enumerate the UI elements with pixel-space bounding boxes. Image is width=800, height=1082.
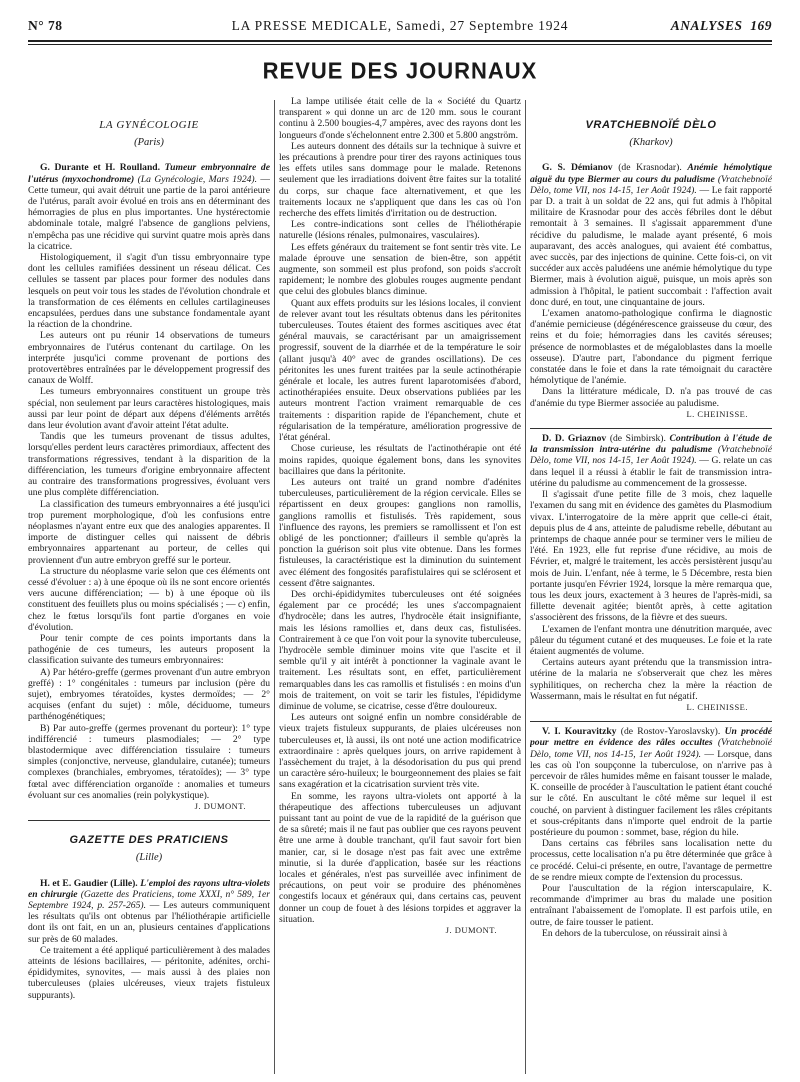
paragraph: Les tumeurs embryonnaires constituent un groupe très spécial, non seulement par leurs caractères histologiques, mais aussi par leur point de départ aux dépens d'éléments arrêtés dans leur évolution avant d'avoir atteint l'état adulte. xyxy=(28,386,270,432)
paragraph: Histologiquement, il s'agit d'un tissu embryonnaire type dont les cellules ramifiées dessinent un réseau délicat. Ces cellules se tassent par places pour former des nodules dans lesquels on peut voir tous les stades de l'évolution chondrale et la transformation de ces éléments en cellules cartilagineuses encapsulées, perdues dans une substance fondamentale ayant la réaction de la chondrine. xyxy=(28,252,270,331)
article-lead xyxy=(530,433,772,489)
page-number: 169 xyxy=(750,18,772,33)
article-place: (de Rostov-Yaroslavsky). xyxy=(620,726,721,738)
column-2 xyxy=(279,96,521,1076)
page-header xyxy=(28,18,772,40)
article-source: (Vratchebnoïé Dèlo, tome VII, nos 14-15, 1er Août 1924). xyxy=(530,444,772,467)
paragraph: A) Par hétéro-greffe (germes provenant d'un autre embryon greffé) : 1° congénitales : tumeurs par inclusion (père du sujet), embryomes tératoïdes, kystes dermoïdes; — 2° acquises (enfant du sujet) : môle, déciduome, tumeurs parthénogénétiques; xyxy=(28,666,270,723)
paragraph: Les effets généraux du traitement se font sentir très vite. Le malade éprouve une sensation de bien-être, son appétit augmente, son sommeil est plus profond, son poids s'accroît rapidement; le nombre des globules rouges augmente pendant que celui des globules blancs diminue. xyxy=(279,241,521,298)
article-title: Contribution à l'étude de la transmission intra-utérine du paludisme xyxy=(530,433,772,456)
article-text: — Cette tumeur, qui avait détruit une partie de la paroi antérieure de l'utérus, paraît avoir évolué en trois ans en déterminant des hémorragies de plus en plus importantes. Une hystérectomie abdominale totale, malgré l'absence de ganglions pelviens, n'empêcha pas une récidive qui survint quatre mois après dans la cicatrice. xyxy=(28,173,270,252)
paragraph: Pour tenir compte de ces points importants dans la pathogénie de ces tumeurs, les auteurs proposent la classification suivante des tumeurs embryonnaires: xyxy=(28,632,270,667)
page-title: REVUE DES JOURNAUX xyxy=(262,57,538,84)
paragraph: La structure du néoplasme varie selon que ces éléments ont cessé d'évoluer : a) à une époque où ils ne sont encore orientés vers aucune différenciation; — b) à une époque où ils constituent des feuillets plus ou moins spécialisés ; — c) enfin, chez le fœtus lorsqu'ils font partie d'organes en voie d'évolution. xyxy=(28,565,270,633)
section-title: VRATCHEBNOÏÉ DÈLO xyxy=(585,119,717,131)
paragraph: Ce traitement a été appliqué particulièrement à des malades atteints de lésions bacillaires, — péritonite, adénites, orchi-épididymites, synovites, — mais aussi à des plaies non tuberculeuses (plaies ulcéreuses, vieux trajets fistuleux suppurants). xyxy=(28,944,270,1001)
article-text: — Lorsque, dans les cas où l'on soupçonne la tuberculose, on n'arrive pas à percevoir de râles humides même en faisant tousser le malade, K. conseille de procéder à l'auscultation le patient étant couché sur le côté. En auscultant le côté même sur lequel il est couché, on parvient à distinguer facilement les râles crépitants et sous-crépitants dans n'importe quel endroit de la partie postérieure du poumon : sommet, base, région du hile. xyxy=(530,748,772,838)
article-place: (de Krasnodar). xyxy=(618,162,682,174)
paragraph: Les auteurs ont soigné enfin un nombre considérable de vieux trajets fistuleux suppurants, de plaies ulcéreuses non tuberculeuses et, là aussi, ils ont noté une action modificatrice extraordinaire : après quelques jours, on arrive rapidement à l'assèchement du trajet, à la désodorisation du pus qui prend un caractère séro-huileux; le bourgeonnement des plaies se fait sans exagération et la cicatrisation survient très vite. xyxy=(279,712,521,791)
section-title: GAZETTE DES PRATICIENS xyxy=(69,834,229,847)
article-title: Tumeur embryonnaire de l'utérus (myxochondrome) xyxy=(28,162,270,185)
column-1 xyxy=(28,96,270,1076)
signature: L. CHEINISSE. xyxy=(686,701,748,712)
section-city: (Lille) xyxy=(135,852,163,864)
article-lead xyxy=(530,726,772,838)
paragraph: Les auteurs ont traité un grand nombre d'adénites tuberculeuses, particulièrement de la région cervicale. Elles se répartissent en deux groupes: ganglions non ramollis, ganglions ramollis et fistulisés. Très rapidement, sous l'influence des rayons, les premiers se ramollissent et l'on est obligé de les ponctionner; d'ailleurs il semble qu'après la ponction la guérison soit plus vite obtenue. Dans les formes fistuleuses, la caractéristique est la diminution du suintement avec élément des fongosités parafistulaires qui se sclérosent et cessent d'être saignantes. xyxy=(279,476,521,589)
paragraph: La classification des tumeurs embryonnaires a été jusqu'ici trop purement morphologique, d'où les confusions entre néoplasmes n'ayant entre eux que des analogies apparentes. Il importe de distinguer celles qui naissent de débris embryonnaires appartenant au porteur, de celles qui proviennent d'un autre embryon greffé sur le porteur. xyxy=(28,498,270,566)
page-label: N° 78 xyxy=(28,18,63,33)
article-authors: D. D. Griaznov xyxy=(542,433,607,445)
article-authors: H. et E. Gaudier (Lille). xyxy=(40,877,138,889)
paragraph: Certains auteurs ayant prétendu que la transmission intra-utérine de la malaria ne s'observerait que chez les mères syphilitiques, on rechercha chez la mère la réaction de Wassermann, mais le résultat en fut négatif. xyxy=(530,657,772,702)
article-authors: G. S. Démianov xyxy=(542,162,613,174)
divider xyxy=(28,820,270,821)
divider xyxy=(530,721,772,722)
column-3 xyxy=(530,96,772,1076)
paragraph: En dehors de la tuberculose, on réussirait ainsi à xyxy=(542,927,728,939)
paragraph: Quant aux effets produits sur les lésions locales, il convient de relever avant tout les résultats obtenus dans les péritonites tuberculeuses. Toutes étaient des formes ascitiques avec état général mauvais, se caractérisant par un amaigrissement progressif, souvent de la diarrhée et de la température le soir (allant jusqu'à 40° avec de grandes oscillations). De ces péritonites les unes furent traitées par la seule actinothérapie générale et locale, les autres furent laparotomisées d'abord, actinothérapiées ensuite. Deux observations publiées par les auteurs montrent l'action vraiment remarquable de ces traitements : disparition rapide de l'épanchement, chute et régularisation de la température, amélioration progressive de l'état général. xyxy=(279,297,521,444)
article-authors: V. I. Kouravitzky xyxy=(542,726,617,738)
header-rule xyxy=(28,40,772,42)
article-lead xyxy=(530,162,772,308)
article-source: (Gazette des Praticiens, tome XXXI, n° 589, 1er Septembre 1924, p. 257-265). xyxy=(28,888,270,911)
paragraph: Les auteurs donnent des détails sur la technique à suivre et les précautions à prendre pour tirer des rayons actiniques tous les effets utiles sans dommage pour le malade. Retenons seulement que les irradiations doivent être faites sur la totalité du corps, sur chaque face alternativement, et que les traitements locaux ne s'appliquent que dans les cas où l'on recherche des effets limités d'irritation ou de destruction. xyxy=(279,140,521,220)
section-label: ANALYSES xyxy=(670,18,743,33)
paragraph: B) Par auto-greffe (germes provenant du porteur): 1° type indifférencié : tumeurs plasmodiales; — 2° type blastodermique avec différenciation tissulaire : tumeurs simples (conjonctive, nerveuse, glandulaire, cutanée); tumeurs complexes (branchiales, embryomes, tératoïdes); — 3° type fœtal avec différenciation organoïde : anomalies et tumeurs évoluant sur ces anomalies (rein polykystique). xyxy=(28,722,270,801)
paragraph: Pour l'auscultation de la région interscapulaire, K. recommande d'imprimer au bras du malade une position entraînant l'abaissement de l'omoplate. Il est parfois utile, en outre, de faire tousser le patient. xyxy=(530,883,772,928)
paragraph: Dans certains cas fébriles sans localisation nette du processus, cette localisation n'a pu être déterminée que grâce à ce procédé. Celui-ci présente, en outre, l'avantage de permettre de se rendre mieux compte de l'extension du processus. xyxy=(530,838,772,883)
paragraph: L'examen anatomo-pathologique confirma le diagnostic d'anémie pernicieuse (dégénérescence graisseuse du cœur, des reins et du foie; hémorragies dans les cavités séreuses; présence de normoblastes et de mégaloblastes dans la moelle osseuse). D'autre part, l'abondance du pigment ferrique constatée dans le foie et dans la rate témoignait du caractère hémolytique de l'anémie. xyxy=(530,308,772,387)
article-title: Un procédé pour mettre en évidence des râles occultes xyxy=(530,726,772,749)
article-lead xyxy=(28,162,270,252)
article-title: L'emploi des rayons ultra-violets en chirurgie xyxy=(28,877,270,900)
divider xyxy=(530,428,772,429)
article-title: Anémie hémolytique aiguë du type Biermer au cours du paludisme xyxy=(530,162,772,185)
paragraph: Les contre-indications sont celles de l'héliothérapie naturelle (lésions rénales, pulmonaires, vasculaires). xyxy=(279,219,521,242)
journal-header: LA PRESSE MEDICALE, Samedi, 27 Septembre 1924 xyxy=(231,18,569,33)
section-page-label xyxy=(671,18,772,34)
article-source: (La Gynécologie, Mars 1924). xyxy=(137,173,258,185)
paragraph: Des orchi-épididymites tuberculeuses ont été soignées également par ce procédé; les unes s'accompagnaient d'hydrocèle; dans les autres, l'hydrocèle était insignifiante, mais les lésions ramollies et, dans deux cas, fistulisées. Contrairement à ce que l'on voit pour la synovite tuberculeuse, l'hydrocèle semble diminuer moins vite que l'ascite et il semble qu'il y ait intérêt à ponctionner la vaginale avant le traitement. Les résultats sont, en effet, particulièrement remarquables dans les cas ramollis et fistulisés : en moins d'un mois de traitement, on voit se tarir les fistules, l'épididyme diminue de volume, se cicatrise, cesse d'être douloureux. xyxy=(279,588,521,712)
header-rule-thin xyxy=(28,44,772,45)
paragraph: L'examen de l'enfant montra une dénutrition marquée, avec pâleur du tégument cutané et des muqueuses. Le foie et la rate étaient augmentés de volume. xyxy=(530,623,772,657)
paragraph: Dans la littérature médicale, D. n'a pas trouvé de cas d'anémie du type Biermer associée au paludisme. xyxy=(530,386,772,409)
signature: L. CHEINISSE. xyxy=(686,408,748,419)
paragraph: Chose curieuse, les résultats de l'actinothérapie ont été moins rapides, quoique également bons, dans les synovites bacillaires que dans la péritonite. xyxy=(279,443,521,477)
signature: J. DUMONT. xyxy=(194,800,246,811)
paragraph: Tandis que les tumeurs provenant de tissus adultes, lorsqu'elles perdent leurs caractères primordiaux, affectent des transformations régressives, tendant à la disparition de la différenciation, les tumeurs d'origine embryonnaire affectent au contraire des transformations progressives, évoluant vers une plus complète différenciation. xyxy=(28,431,270,499)
article-lead xyxy=(28,878,270,945)
article-text: — Les auteurs communiquent les résultats qu'ils ont obtenus par l'héliothérapie artificielle dont ils ont fait, en un an, plusieurs centaines d'applications sur près de 60 malades. xyxy=(28,900,270,945)
article-place: (de Simbirsk). xyxy=(609,433,666,445)
section-title: LA GYNÉCOLOGIE xyxy=(99,119,199,131)
article-authors: G. Durante et H. Roulland. xyxy=(40,162,161,174)
paragraph: Il s'agissait d'une petite fille de 3 mois, chez laquelle l'examen du sang mit en évidence des gamètes du Plasmodium vivax. L'interrogatoire de la mère apprit que celle-ci était, depuis plus de 4 ans, atteinte de paludisme rebelle, débutant au printemps de chaque année pour se terminer vers le milieu de l'été. En 1923, elle fut reprise d'une récidive, au mois de Février, et, malgré le traitement, les accès persistèrent jusqu'au mois de Juin. L'enfant, née à terme, le 5 Décembre, resta bien portante jusqu'en Février 1924, lorsque la mère remarqua que, tous les deux jours, exactement à 3 heures de l'après-midi, sa fillette devenait agitée; bientôt après, à cette agitation s'associèrent des frissons, de la fièvre et des sueurs. xyxy=(530,489,772,624)
section-city: (Paris) xyxy=(134,137,164,149)
section-city: (Kharkov) xyxy=(629,137,673,149)
article-source: (Vratchebnoïé Dèlo, tome VII, nos 14-15, 1er Août 1924). xyxy=(530,173,772,196)
article-text: — Le fait rapporté par D. a trait à un soldat de 22 ans, qui fut admis à l'hôpital militaire de Krasnodar pour des accès fébriles dont le début remontait à 3 semaines. Il s'agissait apparemment d'une récidive du paludisme, le malade ayant présenté, 6 mois auparavant, des accès analogues, qui avaient été combattus, avec succès, par des injections de quinine. Cette fois-ci, on vit succéder aux accès paludéens une anémie hémolytique du type Biermer, mais à évolution aiguë, puisque, un mois après son admission à l'hôpital, le patient succombait : l'affection avait donc duré, en tout, une cinquantaine de jours. xyxy=(530,184,772,308)
article-text: — G. relate un cas dans lequel il a réussi à établir le fait de transmission intra-utérine du paludisme au commencement de la grossesse. xyxy=(530,455,772,489)
article-source: (Vratchebnoïé Dèlo, tome VII, nos 14-15, 1er Août 1924). xyxy=(530,737,772,760)
paragraph: En somme, les rayons ultra-violets ont apporté à la thérapeutique des affections tuberculeuses un adjuvant puissant tant au point de vue de la rapidité de la guérison que de sa sûreté; mais il ne faut pas oublier que ces rayons peuvent être une arme à double tranchant, qu'il faut savoir fort bien manier, car, si le dosage n'est pas fait avec une extrême minutie, si la durée d'application, basée sur les réactions locales et générales, n'est pas surveillée avec infiniment de précautions, on peut voir se produire des phénomènes congestifs locaux et généraux qui, dans certains cas, peuvent donner un coup de fouet à des lésions torpides et aggraver la situation. xyxy=(279,790,521,925)
paragraph: Les auteurs ont pu réunir 14 observations de tumeurs embryonnaires de l'utérus contenant du cartilage. On les interpréte jusqu'ici comme provenant de portions des protovertèbres entraînées par le développement progressif des canaux de Wolff. xyxy=(28,330,270,387)
columns xyxy=(28,96,772,1076)
signature: J. DUMONT. xyxy=(445,925,497,936)
paragraph: La lampe utilisée était celle de la « Société du Quartz transparent » qui donne un arc de 120 mm. sous le courant continu à 2.500 bougies-4,7 ampères, avec des rayons dont les longueurs d'onde s'échelonnent entre 2.300 et 5.800 angström. xyxy=(279,96,521,141)
